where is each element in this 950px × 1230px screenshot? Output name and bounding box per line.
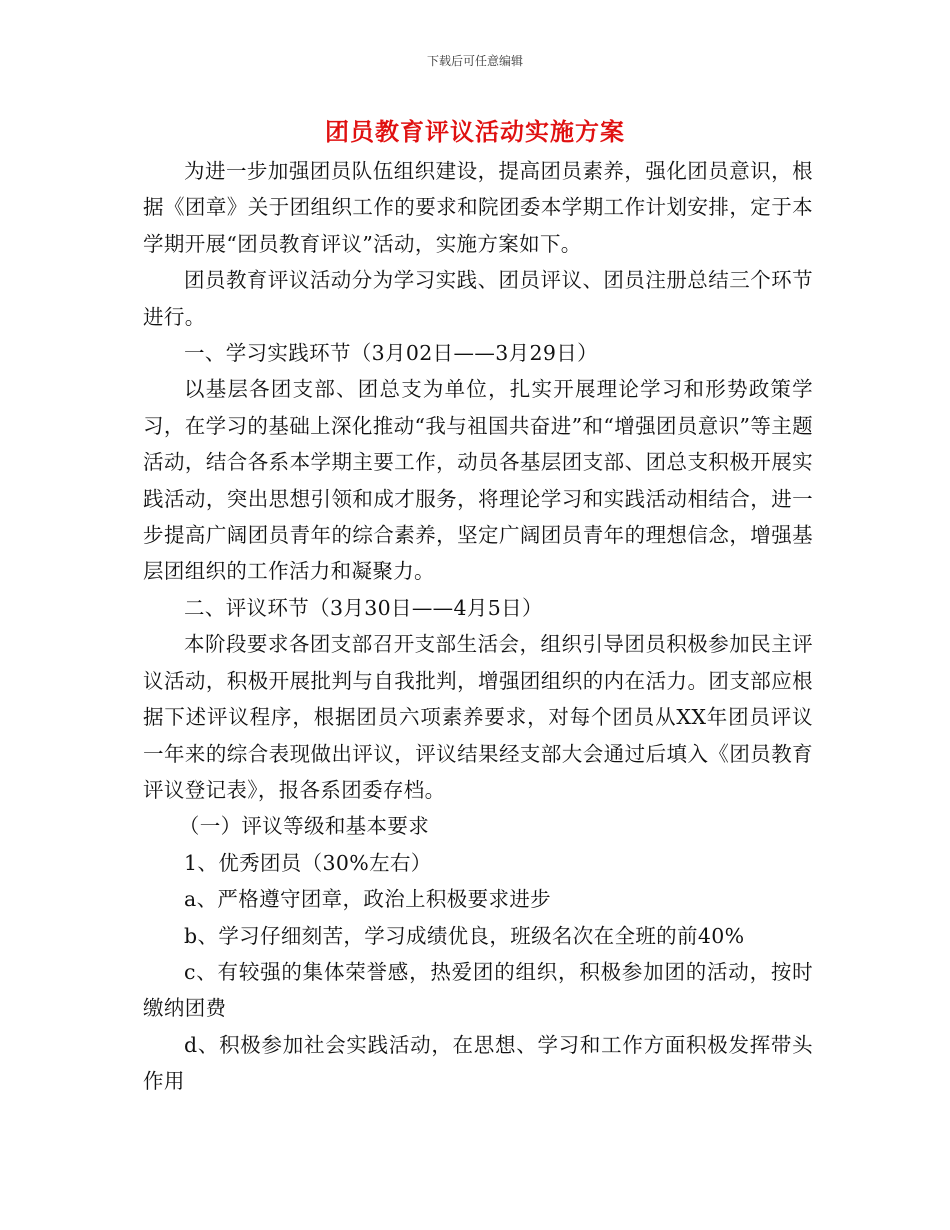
requirement-item-b: b、学习仔细刻苦，学习成绩优良，班级名次在全班的前40% — [184, 923, 745, 948]
document-title: 团员教育评议活动实施方案 — [325, 117, 625, 146]
requirement-item-d: d、积极参加社会实践活动，在思想、学习和工作方面积极发挥带头作用 — [143, 1032, 813, 1094]
subsection-heading: （一）评议等级和基本要求 — [178, 814, 430, 839]
overview-paragraph: 团员教育评议活动分为学习实践、团员评议、团员注册总结三个环节进行。 — [143, 268, 813, 329]
requirement-item-c: c、有较强的集体荣誉感，热爱团的组织，积极参加团的活动，按时缴纳团费 — [143, 959, 813, 1021]
grade1-heading: 1、优秀团员（30%左右） — [184, 850, 432, 875]
section2-heading: 二、评议环节（3月30日——4月5日） — [184, 595, 543, 620]
requirement-item-a: a、严格遵守团章，政治上积极要求进步 — [184, 887, 552, 912]
section2-paragraph: 本阶段要求各团支部召开支部生活会，组织引导团员积极参加民主评议活动，积极开展批判与自我批判，增强团组织的内在活力。团支部应根据下述评议程序，根据团员六项素养要求，对每个团员从XX年团员评议一年来的综合表现做出评议，评议结果经支部大会通过后填入《团员教育评议登记表》，报各系团委存档。 — [143, 632, 813, 802]
header-note: 下载后可任意编辑 — [426, 54, 523, 68]
section1-heading: 一、学习实践环节（3月02日——3月29日） — [184, 341, 598, 366]
document-body — [143, 153, 813, 1100]
section1-paragraph: 以基层各团支部、团总支为单位，扎实开展理论学习和形势政策学习，在学习的基础上深化推动“我与祖国共奋进”和“增强团员意识”等主题活动，结合各系本学期主要工作，动员各基层团支部、团总支积极开展实践活动，突出思想引领和成才服务，将理论学习和实践活动相结合，进一步提高广阔团员青年的综合素养，坚定广阔团员青年的理想信念，增强基层团组织的工作活力和凝聚力。 — [143, 377, 813, 584]
intro-paragraph: 为进一步加强团员队伍组织建设，提高团员素养，强化团员意识，根据《团章》关于团组织工作的要求和院团委本学期工作计划安排，定于本学期开展“团员教育评议”活动，实施方案如下。 — [143, 159, 813, 256]
